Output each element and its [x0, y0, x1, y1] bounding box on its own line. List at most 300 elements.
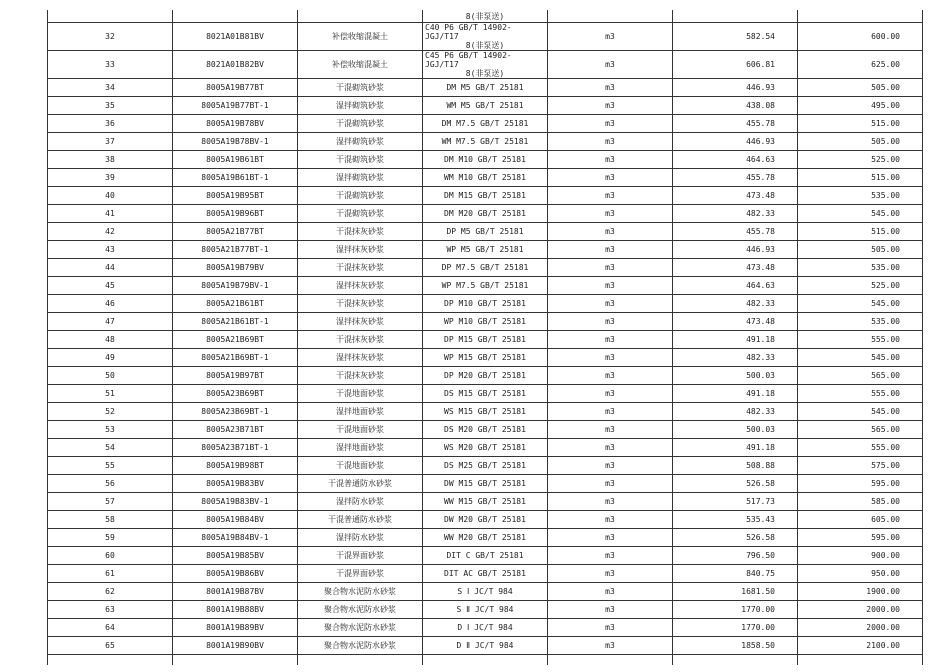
cell-spec	[423, 133, 548, 151]
cell-code: 8005A19B78BV	[173, 115, 298, 133]
cell-unit: m3	[548, 223, 673, 241]
cell-name: 湿拌砌筑砂浆	[298, 97, 423, 115]
cell-price-1: 491.18	[673, 331, 798, 349]
cell-price-1: 438.08	[673, 97, 798, 115]
cell-price-1: 796.50	[673, 547, 798, 565]
cell-price-2: 565.00	[798, 421, 923, 439]
cell-no: 54	[48, 439, 173, 457]
cell-price-1: 1858.50	[673, 637, 798, 655]
spec-line: DM M20 GB/T 25181	[444, 209, 526, 218]
cell-no: 36	[48, 115, 173, 133]
cell-name: 干混砌筑砂浆	[298, 151, 423, 169]
cell-price-1: 1770.00	[673, 619, 798, 637]
spec-line: D Ⅱ JC/T 984	[456, 641, 514, 650]
cell-price-1: 455.78	[673, 223, 798, 241]
cell-name: 干混抹灰砂浆	[298, 331, 423, 349]
table-row	[48, 79, 923, 97]
cell-price-1: 482.33	[673, 205, 798, 223]
spec-line: DP M5 GB/T 25181	[446, 227, 524, 236]
cell-price-2: 1900.00	[798, 583, 923, 601]
cell-unit: m3	[548, 151, 673, 169]
cell-unit: m3	[548, 349, 673, 367]
cell-price-2: 545.00	[798, 295, 923, 313]
cell-price-1: 482.33	[673, 295, 798, 313]
spec-line: DIT AC GB/T 25181	[444, 569, 526, 578]
table-row	[48, 187, 923, 205]
table-row	[48, 475, 923, 493]
cell-price-1: 473.48	[673, 187, 798, 205]
cell-no: 43	[48, 241, 173, 259]
cell-no: 59	[48, 529, 173, 547]
cell-spec	[423, 637, 548, 655]
cell-price-1: 491.18	[673, 385, 798, 403]
cell-unit: m3	[548, 259, 673, 277]
cell-spec	[423, 421, 548, 439]
cell-name: 干混普通防水砂浆	[298, 475, 423, 493]
cell-name: 湿拌抹灰砂浆	[298, 313, 423, 331]
cell-unit: m3	[548, 277, 673, 295]
cell-price-2: 555.00	[798, 385, 923, 403]
cell-no: 51	[48, 385, 173, 403]
cell-price-2: 605.00	[798, 511, 923, 529]
cell-code: 8001A19B90BV	[173, 637, 298, 655]
cell-price-2: 515.00	[798, 115, 923, 133]
table-row	[48, 241, 923, 259]
cell-code: 8005A21B69BT	[173, 331, 298, 349]
cell-price-2: 575.00	[798, 457, 923, 475]
cell-code: 8021A01B82BV	[173, 51, 298, 79]
cell-name: 干混砌筑砂浆	[298, 115, 423, 133]
cell-no: 35	[48, 97, 173, 115]
cell-no: 64	[48, 619, 173, 637]
cell-no: 44	[48, 259, 173, 277]
cell-no: 32	[48, 23, 173, 51]
cell-unit: m3	[548, 511, 673, 529]
cell-price-1: 500.03	[673, 367, 798, 385]
cell-unit: m3	[548, 439, 673, 457]
cell-no: 39	[48, 169, 173, 187]
cell-price-2: 2000.00	[798, 619, 923, 637]
cell-spec	[423, 205, 548, 223]
table-row	[48, 97, 923, 115]
cell-price-2: 505.00	[798, 79, 923, 97]
cell-code: 8005A19B84BV-1	[173, 529, 298, 547]
cell-price-2: 2100.00	[798, 637, 923, 655]
cell-no: 34	[48, 79, 173, 97]
cell-unit: m3	[548, 403, 673, 421]
cell-unit: m3	[548, 367, 673, 385]
cell-name: 干混界面砂浆	[298, 547, 423, 565]
cell-empty	[673, 10, 798, 23]
cell-code: 8005A19B85BV	[173, 547, 298, 565]
spec-line: 8(非泵送)	[465, 69, 505, 78]
cell-no: 46	[48, 295, 173, 313]
cell-price-2: 505.00	[798, 133, 923, 151]
cell-spec	[423, 79, 548, 97]
cell-name: 湿拌地面砂浆	[298, 439, 423, 457]
table-row	[48, 133, 923, 151]
cell-no: 61	[48, 565, 173, 583]
cell-code: 8005A19B96BT	[173, 205, 298, 223]
spec-line: WW M20 GB/T 25181	[444, 533, 526, 542]
cell-no: 57	[48, 493, 173, 511]
cell-empty	[48, 10, 173, 23]
cell-unit: m3	[548, 97, 673, 115]
cell-no: 37	[48, 133, 173, 151]
cell-no: 56	[48, 475, 173, 493]
table-body	[48, 10, 923, 665]
spec-line: WM M7.5 GB/T 25181	[441, 137, 529, 146]
cell-price-2: 545.00	[798, 403, 923, 421]
table-row	[48, 403, 923, 421]
cell-name: 干混砌筑砂浆	[298, 79, 423, 97]
cell-unit: m3	[548, 529, 673, 547]
cell-no: 49	[48, 349, 173, 367]
cell-spec	[423, 619, 548, 637]
cell-code: 8005A19B61BT	[173, 151, 298, 169]
spec-line: WS M20 GB/T 25181	[444, 443, 526, 452]
spec-line: WP M15 GB/T 25181	[444, 353, 526, 362]
cell-price-2: 535.00	[798, 187, 923, 205]
cell-code: 8005A19B97BT	[173, 367, 298, 385]
cell-price-1: 464.63	[673, 151, 798, 169]
cell-name: 干混抹灰砂浆	[298, 223, 423, 241]
cell-price-1: 508.88	[673, 457, 798, 475]
cell-price-1: 473.48	[673, 313, 798, 331]
cell-price-2: 565.00	[798, 367, 923, 385]
cell-spec	[423, 51, 548, 79]
cell-no: 65	[48, 637, 173, 655]
spec-line: 8(非泵送)	[465, 41, 505, 50]
cell-price-1: 1681.50	[673, 583, 798, 601]
cell-no: 42	[48, 223, 173, 241]
cell-price-2: 555.00	[798, 439, 923, 457]
cell-price-2: 900.00	[798, 547, 923, 565]
cell-code: 8005A19B83BV-1	[173, 493, 298, 511]
cell-code: 8005A19B86BV	[173, 565, 298, 583]
cell-price-1: 446.93	[673, 133, 798, 151]
table-row-partial	[48, 655, 923, 666]
table-row	[48, 493, 923, 511]
spec-line: DS M25 GB/T 25181	[444, 461, 526, 470]
table-row	[48, 169, 923, 187]
cell-spec	[423, 223, 548, 241]
cell-unit: m3	[548, 547, 673, 565]
spec-line: WM M5 GB/T 25181	[446, 101, 524, 110]
table-row	[48, 277, 923, 295]
cell-price-2: 950.00	[798, 565, 923, 583]
cell-name: 干混界面砂浆	[298, 565, 423, 583]
cell-no: 38	[48, 151, 173, 169]
cell-code: 8005A23B71BT	[173, 421, 298, 439]
cell-price-2: 545.00	[798, 205, 923, 223]
cell-code: 8005A19B79BV-1	[173, 277, 298, 295]
cell-code: 8005A19B84BV	[173, 511, 298, 529]
cell-code: 8001A19B88BV	[173, 601, 298, 619]
cell-spec	[423, 529, 548, 547]
cell-code: 8005A19B95BT	[173, 187, 298, 205]
cell-code: 8005A23B69BT	[173, 385, 298, 403]
price-table	[47, 10, 923, 665]
cell-price-1: 491.18	[673, 439, 798, 457]
cell-price-2: 535.00	[798, 259, 923, 277]
table-row	[48, 259, 923, 277]
cell-price-2: 595.00	[798, 529, 923, 547]
cell-price-1: 455.78	[673, 115, 798, 133]
cell-empty	[423, 655, 548, 666]
table-row	[48, 565, 923, 583]
cell-code: 8005A21B61BT-1	[173, 313, 298, 331]
table-row	[48, 457, 923, 475]
cell-spec	[423, 439, 548, 457]
cell-name: 聚合物水泥防水砂浆	[298, 619, 423, 637]
cell-no: 58	[48, 511, 173, 529]
cell-spec	[423, 511, 548, 529]
cell-name: 湿拌砌筑砂浆	[298, 133, 423, 151]
cell-name: 湿拌抹灰砂浆	[298, 349, 423, 367]
cell-spec	[423, 259, 548, 277]
cell-price-2: 515.00	[798, 169, 923, 187]
cell-empty	[798, 10, 923, 23]
cell-price-2: 505.00	[798, 241, 923, 259]
cell-price-2: 625.00	[798, 51, 923, 79]
spec-line: WS M15 GB/T 25181	[444, 407, 526, 416]
cell-name: 干混抹灰砂浆	[298, 367, 423, 385]
cell-price-1: 1770.00	[673, 601, 798, 619]
spec-line: DW M15 GB/T 25181	[444, 479, 526, 488]
cell-price-2: 595.00	[798, 475, 923, 493]
cell-name: 湿拌地面砂浆	[298, 403, 423, 421]
cell-unit: m3	[548, 601, 673, 619]
cell-price-2: 555.00	[798, 331, 923, 349]
table-row	[48, 511, 923, 529]
cell-spec	[423, 565, 548, 583]
cell-unit: m3	[548, 583, 673, 601]
cell-name: 干混地面砂浆	[298, 421, 423, 439]
spec-line: WP M7.5 GB/T 25181	[441, 281, 529, 290]
table-row	[48, 115, 923, 133]
cell-empty	[298, 655, 423, 666]
cell-unit: m3	[548, 421, 673, 439]
cell-price-2: 600.00	[798, 23, 923, 51]
cell-unit: m3	[548, 331, 673, 349]
cell-code: 8001A19B87BV	[173, 583, 298, 601]
cell-unit: m3	[548, 385, 673, 403]
cell-no: 48	[48, 331, 173, 349]
cell-code: 8005A21B69BT-1	[173, 349, 298, 367]
cell-empty	[173, 655, 298, 666]
cell-empty	[798, 655, 923, 666]
cell-empty	[298, 10, 423, 23]
table-row	[48, 23, 923, 51]
table-row	[48, 151, 923, 169]
cell-price-1: 517.73	[673, 493, 798, 511]
cell-price-1: 446.93	[673, 79, 798, 97]
table-row	[48, 205, 923, 223]
cell-empty	[48, 655, 173, 666]
cell-empty	[548, 10, 673, 23]
cell-code: 8005A19B77BT	[173, 79, 298, 97]
cell-unit: m3	[548, 493, 673, 511]
cell-spec	[423, 457, 548, 475]
cell-spec	[423, 349, 548, 367]
cell-code: 8021A01B81BV	[173, 23, 298, 51]
spec-line: DM M5 GB/T 25181	[446, 83, 524, 92]
spec-line: C45 P6 GB/T 14902-JGJ/T17	[425, 51, 512, 69]
cell-name: 聚合物水泥防水砂浆	[298, 601, 423, 619]
cell-unit: m3	[548, 475, 673, 493]
cell-code: 8005A19B79BV	[173, 259, 298, 277]
cell-price-1: 482.33	[673, 349, 798, 367]
cell-spec	[423, 601, 548, 619]
cell-price-1: 582.54	[673, 23, 798, 51]
cell-unit: m3	[548, 79, 673, 97]
cell-price-2: 525.00	[798, 151, 923, 169]
cell-price-1: 455.78	[673, 169, 798, 187]
cell-unit: m3	[548, 457, 673, 475]
spec-line: D Ⅰ JC/T 984	[457, 623, 513, 632]
table-row	[48, 529, 923, 547]
cell-spec	[423, 385, 548, 403]
cell-name: 湿拌抹灰砂浆	[298, 241, 423, 259]
cell-spec	[423, 475, 548, 493]
cell-name: 湿拌防水砂浆	[298, 493, 423, 511]
cell-unit: m3	[548, 205, 673, 223]
cell-empty	[673, 655, 798, 666]
cell-spec-fragment: 8(非泵送)	[423, 10, 548, 23]
table-row	[48, 331, 923, 349]
spec-line: DM M10 GB/T 25181	[444, 155, 526, 164]
table-row	[48, 619, 923, 637]
spec-line: WP M5 GB/T 25181	[446, 245, 524, 254]
table-row	[48, 349, 923, 367]
cell-spec	[423, 367, 548, 385]
cell-spec	[423, 331, 548, 349]
cell-unit: m3	[548, 23, 673, 51]
table-row	[48, 439, 923, 457]
spec-line: S Ⅰ JC/T 984	[457, 587, 513, 596]
cell-code: 8001A19B89BV	[173, 619, 298, 637]
cell-name: 补偿收缩混凝土	[298, 51, 423, 79]
cell-code: 8005A19B77BT-1	[173, 97, 298, 115]
cell-spec	[423, 583, 548, 601]
cell-name: 干混普通防水砂浆	[298, 511, 423, 529]
cell-spec	[423, 169, 548, 187]
spec-line: DM M15 GB/T 25181	[444, 191, 526, 200]
cell-empty	[173, 10, 298, 23]
spec-line: DIT C GB/T 25181	[446, 551, 524, 560]
cell-code: 8005A21B77BT	[173, 223, 298, 241]
cell-spec	[423, 277, 548, 295]
table-row	[48, 637, 923, 655]
cell-code: 8005A19B78BV-1	[173, 133, 298, 151]
cell-name: 聚合物水泥防水砂浆	[298, 583, 423, 601]
cell-price-2: 545.00	[798, 349, 923, 367]
spec-line: WW M15 GB/T 25181	[444, 497, 526, 506]
cell-no: 62	[48, 583, 173, 601]
cell-no: 50	[48, 367, 173, 385]
cell-name: 湿拌抹灰砂浆	[298, 277, 423, 295]
cell-unit: m3	[548, 187, 673, 205]
table-row	[48, 367, 923, 385]
cell-price-2: 535.00	[798, 313, 923, 331]
cell-price-1: 473.48	[673, 259, 798, 277]
spec-line: DW M20 GB/T 25181	[444, 515, 526, 524]
cell-price-2: 585.00	[798, 493, 923, 511]
cell-unit: m3	[548, 241, 673, 259]
table-row	[48, 223, 923, 241]
cell-name: 干混砌筑砂浆	[298, 205, 423, 223]
table-row	[48, 547, 923, 565]
cell-no: 41	[48, 205, 173, 223]
cell-price-2: 2000.00	[798, 601, 923, 619]
spec-line: DP M10 GB/T 25181	[444, 299, 526, 308]
spec-line: DS M15 GB/T 25181	[444, 389, 526, 398]
cell-price-2: 495.00	[798, 97, 923, 115]
cell-price-1: 606.81	[673, 51, 798, 79]
cell-name: 湿拌防水砂浆	[298, 529, 423, 547]
table-row	[48, 385, 923, 403]
cell-no: 60	[48, 547, 173, 565]
cell-name: 干混地面砂浆	[298, 457, 423, 475]
cell-price-2: 525.00	[798, 277, 923, 295]
cell-price-2: 515.00	[798, 223, 923, 241]
table-row	[48, 295, 923, 313]
cell-no: 55	[48, 457, 173, 475]
cell-price-1: 840.75	[673, 565, 798, 583]
cell-spec	[423, 547, 548, 565]
cell-unit: m3	[548, 133, 673, 151]
cell-spec	[423, 151, 548, 169]
cell-spec	[423, 97, 548, 115]
cell-unit: m3	[548, 169, 673, 187]
spec-line: DS M20 GB/T 25181	[444, 425, 526, 434]
spec-line: C40 P6 GB/T 14902-JGJ/T17	[425, 23, 512, 41]
cell-no: 45	[48, 277, 173, 295]
table-row	[48, 583, 923, 601]
cell-unit: m3	[548, 565, 673, 583]
cell-spec	[423, 115, 548, 133]
cell-unit: m3	[548, 313, 673, 331]
spec-line: DM M7.5 GB/T 25181	[441, 119, 529, 128]
spec-line: S Ⅱ JC/T 984	[456, 605, 514, 614]
cell-code: 8005A21B61BT	[173, 295, 298, 313]
cell-no: 33	[48, 51, 173, 79]
cell-unit: m3	[548, 115, 673, 133]
cell-name: 干混抹灰砂浆	[298, 295, 423, 313]
cell-price-1: 526.58	[673, 475, 798, 493]
table-row	[48, 421, 923, 439]
cell-code: 8005A21B77BT-1	[173, 241, 298, 259]
cell-spec	[423, 403, 548, 421]
cell-no: 47	[48, 313, 173, 331]
cell-name: 聚合物水泥防水砂浆	[298, 637, 423, 655]
cell-name: 干混砌筑砂浆	[298, 187, 423, 205]
cell-unit: m3	[548, 51, 673, 79]
spec-line: WM M10 GB/T 25181	[444, 173, 526, 182]
cell-price-1: 535.43	[673, 511, 798, 529]
cell-no: 40	[48, 187, 173, 205]
cell-spec	[423, 313, 548, 331]
cell-price-1: 526.58	[673, 529, 798, 547]
spec-line: DP M15 GB/T 25181	[444, 335, 526, 344]
cell-spec	[423, 187, 548, 205]
cell-spec	[423, 493, 548, 511]
table-row	[48, 51, 923, 79]
cell-name: 湿拌砌筑砂浆	[298, 169, 423, 187]
cell-unit: m3	[548, 637, 673, 655]
cell-price-1: 464.63	[673, 277, 798, 295]
